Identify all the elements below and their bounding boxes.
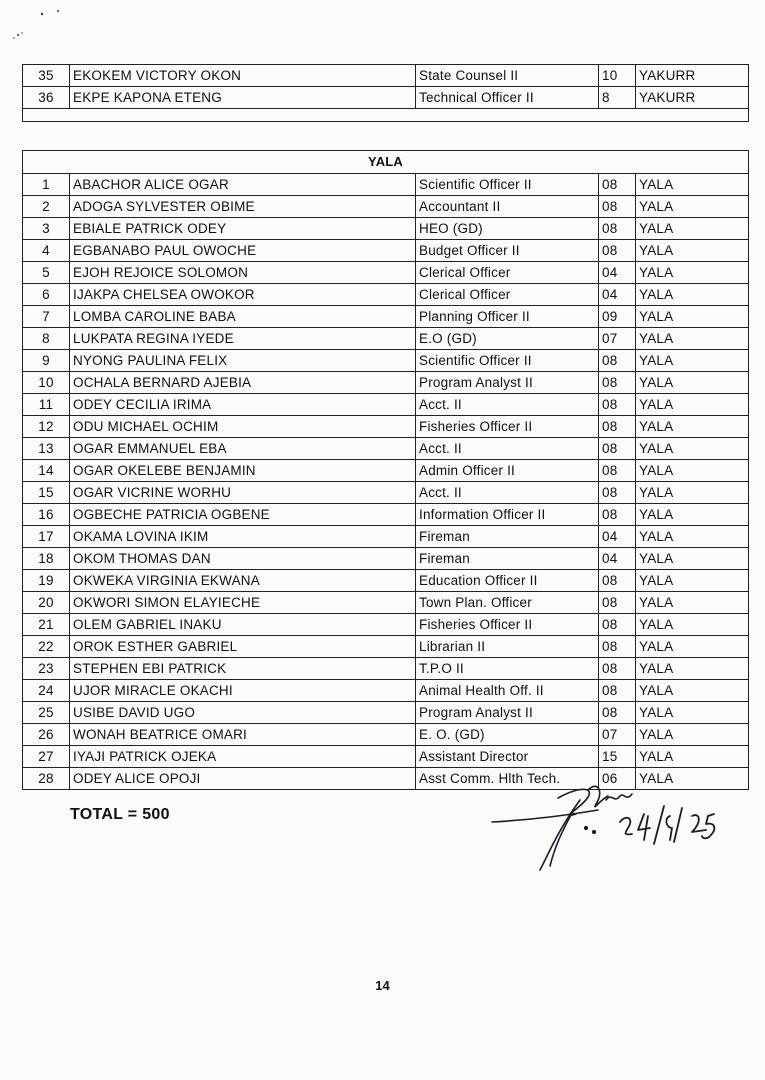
staff-name: EKOKEM VICTORY OKON bbox=[70, 65, 416, 87]
grade-level: 07 bbox=[599, 724, 636, 746]
row-number: 14 bbox=[23, 460, 70, 482]
grade-level: 08 bbox=[599, 394, 636, 416]
lga: YALA bbox=[636, 548, 749, 570]
lga: YALA bbox=[636, 372, 749, 394]
table-row bbox=[23, 548, 749, 570]
row-number: 28 bbox=[23, 768, 70, 790]
lga: YALA bbox=[636, 702, 749, 724]
grade-level: 08 bbox=[599, 460, 636, 482]
designation: HEO (GD) bbox=[416, 218, 599, 240]
lga: YALA bbox=[636, 438, 749, 460]
row-number: 26 bbox=[23, 724, 70, 746]
lga: YALA bbox=[636, 658, 749, 680]
row-number: 17 bbox=[23, 526, 70, 548]
table-row bbox=[23, 482, 749, 504]
signature-image bbox=[488, 770, 738, 880]
designation: Assistant Director bbox=[416, 746, 599, 768]
table-row bbox=[23, 218, 749, 240]
staff-name: LUKPATA REGINA IYEDE bbox=[70, 328, 416, 350]
designation: T.P.O II bbox=[416, 658, 599, 680]
lga: YALA bbox=[636, 526, 749, 548]
designation: Fireman bbox=[416, 548, 599, 570]
staff-name: OROK ESTHER GABRIEL bbox=[70, 636, 416, 658]
grade-level: 08 bbox=[599, 636, 636, 658]
grade-level: 08 bbox=[599, 174, 636, 196]
row-number: 25 bbox=[23, 702, 70, 724]
staff-name: IJAKPA CHELSEA OWOKOR bbox=[70, 284, 416, 306]
staff-name: EKPE KAPONA ETENG bbox=[70, 87, 416, 109]
table-row bbox=[23, 438, 749, 460]
yakurr-table-continuation bbox=[22, 64, 749, 122]
grade-level: 8 bbox=[599, 87, 636, 109]
grade-level: 08 bbox=[599, 504, 636, 526]
section-title: YALA bbox=[23, 151, 749, 174]
staff-name: ODEY CECILIA IRIMA bbox=[70, 394, 416, 416]
staff-name: OKWORI SIMON ELAYIECHE bbox=[70, 592, 416, 614]
table-row bbox=[23, 592, 749, 614]
table-row bbox=[23, 658, 749, 680]
table-row bbox=[23, 702, 749, 724]
row-number: 19 bbox=[23, 570, 70, 592]
staff-name: ODEY ALICE OPOJI bbox=[70, 768, 416, 790]
staff-name: UJOR MIRACLE OKACHI bbox=[70, 680, 416, 702]
table-row bbox=[23, 504, 749, 526]
designation: Clerical Officer bbox=[416, 262, 599, 284]
designation: Accountant II bbox=[416, 196, 599, 218]
designation: Scientific Officer II bbox=[416, 350, 599, 372]
table-row bbox=[23, 196, 749, 218]
row-number: 35 bbox=[23, 65, 70, 87]
lga: YALA bbox=[636, 306, 749, 328]
table-spacer bbox=[23, 109, 749, 122]
grade-level: 08 bbox=[599, 350, 636, 372]
table-row bbox=[23, 526, 749, 548]
staff-name: ADOGA SYLVESTER OBIME bbox=[70, 196, 416, 218]
designation: E.O (GD) bbox=[416, 328, 599, 350]
designation: Scientific Officer II bbox=[416, 174, 599, 196]
staff-name: OKAMA LOVINA IKIM bbox=[70, 526, 416, 548]
staff-name: OCHALA BERNARD AJEBIA bbox=[70, 372, 416, 394]
grade-level: 06 bbox=[599, 768, 636, 790]
table-row bbox=[23, 724, 749, 746]
table-row bbox=[23, 746, 749, 768]
grade-level: 08 bbox=[599, 196, 636, 218]
lga: YALA bbox=[636, 240, 749, 262]
staff-name: OGAR VICRINE WORHU bbox=[70, 482, 416, 504]
designation: Budget Officer II bbox=[416, 240, 599, 262]
lga: YALA bbox=[636, 570, 749, 592]
designation: Fisheries Officer II bbox=[416, 614, 599, 636]
lga: YALA bbox=[636, 262, 749, 284]
lga: YALA bbox=[636, 680, 749, 702]
row-number: 12 bbox=[23, 416, 70, 438]
designation: Fisheries Officer II bbox=[416, 416, 599, 438]
staff-name: ABACHOR ALICE OGAR bbox=[70, 174, 416, 196]
table-row bbox=[23, 614, 749, 636]
table-row bbox=[23, 570, 749, 592]
grade-level: 04 bbox=[599, 284, 636, 306]
lga: YALA bbox=[636, 504, 749, 526]
staff-name: USIBE DAVID UGO bbox=[70, 702, 416, 724]
staff-name: OKOM THOMAS DAN bbox=[70, 548, 416, 570]
staff-name: OGAR EMMANUEL EBA bbox=[70, 438, 416, 460]
table-row bbox=[23, 328, 749, 350]
designation: Education Officer II bbox=[416, 570, 599, 592]
lga: YAKURR bbox=[636, 65, 749, 87]
grade-level: 08 bbox=[599, 570, 636, 592]
grade-level: 08 bbox=[599, 482, 636, 504]
staff-name: OKWEKA VIRGINIA EKWANA bbox=[70, 570, 416, 592]
row-number: 36 bbox=[23, 87, 70, 109]
table-row bbox=[23, 262, 749, 284]
lga: YALA bbox=[636, 218, 749, 240]
lga: YAKURR bbox=[636, 87, 749, 109]
spacer-cell bbox=[23, 109, 749, 122]
row-number: 27 bbox=[23, 746, 70, 768]
staff-name: EGBANABO PAUL OWOCHE bbox=[70, 240, 416, 262]
row-number: 23 bbox=[23, 658, 70, 680]
row-number: 9 bbox=[23, 350, 70, 372]
table-row bbox=[23, 460, 749, 482]
designation: Acct. II bbox=[416, 438, 599, 460]
grade-level: 08 bbox=[599, 240, 636, 262]
grade-level: 04 bbox=[599, 262, 636, 284]
designation: Town Plan. Officer bbox=[416, 592, 599, 614]
row-number: 20 bbox=[23, 592, 70, 614]
lga: YALA bbox=[636, 394, 749, 416]
designation: Asst Comm. Hlth Tech. bbox=[416, 768, 599, 790]
designation: Clerical Officer bbox=[416, 284, 599, 306]
designation: State Counsel II bbox=[416, 65, 599, 87]
row-number: 15 bbox=[23, 482, 70, 504]
staff-name: OLEM GABRIEL INAKU bbox=[70, 614, 416, 636]
row-number: 8 bbox=[23, 328, 70, 350]
row-number: 3 bbox=[23, 218, 70, 240]
grade-level: 10 bbox=[599, 65, 636, 87]
row-number: 13 bbox=[23, 438, 70, 460]
table-row bbox=[23, 394, 749, 416]
row-number: 11 bbox=[23, 394, 70, 416]
table-row bbox=[23, 350, 749, 372]
section-header-row bbox=[23, 151, 749, 174]
grade-level: 08 bbox=[599, 680, 636, 702]
row-number: 21 bbox=[23, 614, 70, 636]
lga: YALA bbox=[636, 416, 749, 438]
row-number: 2 bbox=[23, 196, 70, 218]
grade-level: 09 bbox=[599, 306, 636, 328]
row-number: 7 bbox=[23, 306, 70, 328]
staff-name: OGAR OKELEBE BENJAMIN bbox=[70, 460, 416, 482]
yala-table bbox=[22, 150, 749, 790]
staff-name: OGBECHE PATRICIA OGBENE bbox=[70, 504, 416, 526]
row-number: 5 bbox=[23, 262, 70, 284]
lga: YALA bbox=[636, 768, 749, 790]
designation: Technical Officer II bbox=[416, 87, 599, 109]
grade-level: 04 bbox=[599, 548, 636, 570]
designation: Fireman bbox=[416, 526, 599, 548]
row-number: 10 bbox=[23, 372, 70, 394]
grade-level: 08 bbox=[599, 614, 636, 636]
row-number: 22 bbox=[23, 636, 70, 658]
designation: Admin Officer II bbox=[416, 460, 599, 482]
lga: YALA bbox=[636, 592, 749, 614]
grade-level: 08 bbox=[599, 702, 636, 724]
table-row bbox=[23, 416, 749, 438]
grade-level: 08 bbox=[599, 372, 636, 394]
table-row bbox=[23, 174, 749, 196]
table-row bbox=[23, 372, 749, 394]
grade-level: 08 bbox=[599, 218, 636, 240]
grade-level: 15 bbox=[599, 746, 636, 768]
staff-name: NYONG PAULINA FELIX bbox=[70, 350, 416, 372]
lga: YALA bbox=[636, 328, 749, 350]
row-number: 4 bbox=[23, 240, 70, 262]
staff-name: WONAH BEATRICE OMARI bbox=[70, 724, 416, 746]
table-row bbox=[23, 636, 749, 658]
total-label: TOTAL = 500 bbox=[70, 806, 170, 823]
designation: E. O. (GD) bbox=[416, 724, 599, 746]
table-row bbox=[23, 240, 749, 262]
lga: YALA bbox=[636, 614, 749, 636]
grade-level: 08 bbox=[599, 438, 636, 460]
grade-level: 08 bbox=[599, 592, 636, 614]
page-number: 14 bbox=[375, 978, 390, 993]
lga: YALA bbox=[636, 174, 749, 196]
staff-name: ODU MICHAEL OCHIM bbox=[70, 416, 416, 438]
grade-level: 04 bbox=[599, 526, 636, 548]
lga: YALA bbox=[636, 636, 749, 658]
staff-name: IYAJI PATRICK OJEKA bbox=[70, 746, 416, 768]
lga: YALA bbox=[636, 350, 749, 372]
table-row bbox=[23, 87, 749, 109]
designation: Acct. II bbox=[416, 482, 599, 504]
table-row bbox=[23, 284, 749, 306]
designation: Program Analyst II bbox=[416, 372, 599, 394]
designation: Planning Officer II bbox=[416, 306, 599, 328]
lga: YALA bbox=[636, 724, 749, 746]
staff-name: LOMBA CAROLINE BABA bbox=[70, 306, 416, 328]
designation: Acct. II bbox=[416, 394, 599, 416]
row-number: 1 bbox=[23, 174, 70, 196]
grade-level: 08 bbox=[599, 416, 636, 438]
lga: YALA bbox=[636, 482, 749, 504]
staff-name: EBIALE PATRICK ODEY bbox=[70, 218, 416, 240]
row-number: 6 bbox=[23, 284, 70, 306]
row-number: 24 bbox=[23, 680, 70, 702]
lga: YALA bbox=[636, 196, 749, 218]
row-number: 16 bbox=[23, 504, 70, 526]
lga: YALA bbox=[636, 746, 749, 768]
designation: Librarian II bbox=[416, 636, 599, 658]
table-row bbox=[23, 680, 749, 702]
lga: YALA bbox=[636, 460, 749, 482]
grade-level: 07 bbox=[599, 328, 636, 350]
lga: YALA bbox=[636, 284, 749, 306]
table-row bbox=[23, 65, 749, 87]
designation: Program Analyst II bbox=[416, 702, 599, 724]
grade-level: 08 bbox=[599, 658, 636, 680]
scan-specks bbox=[8, 6, 68, 46]
designation: Information Officer II bbox=[416, 504, 599, 526]
designation: Animal Health Off. II bbox=[416, 680, 599, 702]
table-row bbox=[23, 306, 749, 328]
staff-name: STEPHEN EBI PATRICK bbox=[70, 658, 416, 680]
row-number: 18 bbox=[23, 548, 70, 570]
staff-name: EJOH REJOICE SOLOMON bbox=[70, 262, 416, 284]
